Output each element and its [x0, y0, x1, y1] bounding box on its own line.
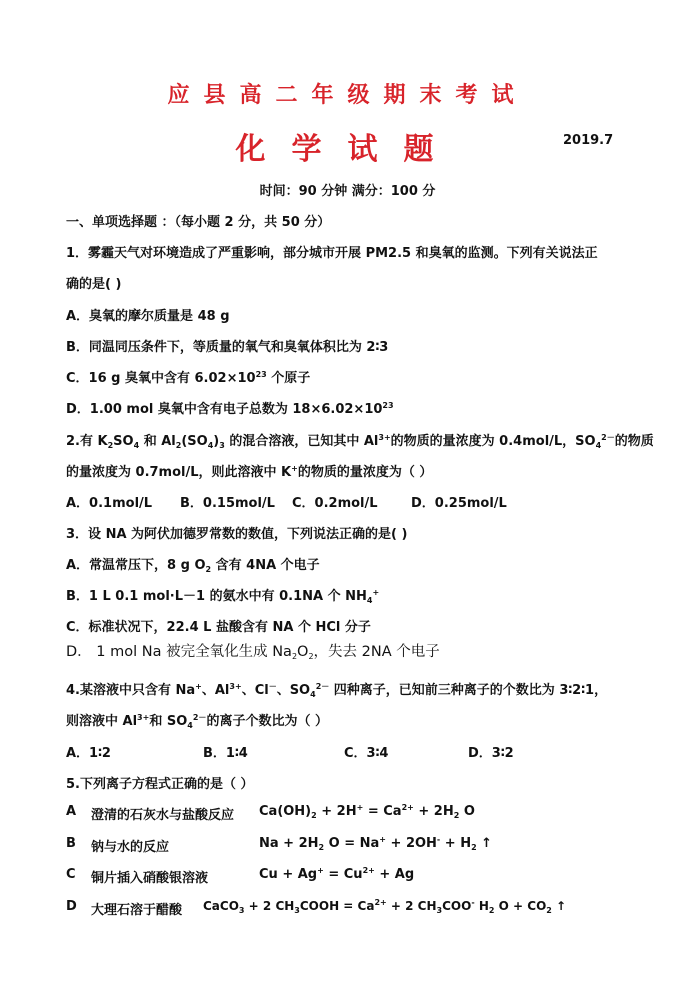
- q4-option-d: D．3∶2: [468, 746, 514, 761]
- q1-stem-line1: 1．雾霾天气对环境造成了严重影响，部分城市开展 PM2.5 和臭氧的监测。下列有关说法正: [66, 246, 598, 261]
- q5-option-a-equation: $Ca(OH)_2 + 2H^+ = Ca^{2+} + 2H_2$ O: [259, 803, 475, 820]
- q2-option-c: C．0.2mol/L: [292, 496, 378, 511]
- q2-option-a: A．0.1mol/L: [66, 496, 153, 511]
- q1-option-c: C．16 g 臭氧中含有 $6.02\times 10^{23}$ 个原子: [66, 370, 311, 386]
- q3-option-c: C．标准状况下，22.4 L 盐酸含有 NA 个 HCl 分子: [66, 620, 371, 635]
- q4-stem-line1: 4.某溶液中只含有 Na+、$Al^{3+}$、Cl－、$SO_4^{2-}$ 四种离子，已知前三种离子的个数比为 3∶2∶1，: [66, 682, 608, 699]
- q1-option-a: A．臭氧的摩尔质量是 48 g: [66, 309, 230, 324]
- q2-stem-line1: 2.有 $K_2SO_4$ 和 $Al_2(SO_4)_3$ 的混合溶液，已知其中 $Al^{3+}$的物质的量浓度为 0.4mol/L，$SO_4^{2-}$的物质: [66, 433, 654, 450]
- q4-stem-line2: 则溶液中 $Al^{3+}$和 $SO_4^{2-}$的离子个数比为（ ）: [66, 713, 328, 730]
- q5-option-b-label: B: [66, 836, 76, 851]
- q2-option-b: B．0.15mol/L: [180, 496, 275, 511]
- section-title: 一、单项选择题 ：（每小题 2 分，共 50 分）: [66, 215, 331, 230]
- q3-stem: 3．设 NA 为阿伏加德罗常数的数值，下列说法正确的是( ): [66, 527, 408, 542]
- q4-option-c: C．3∶4: [344, 746, 389, 761]
- exam-school-title: 应县高二年级期末考试: [167, 83, 528, 108]
- exam-date: 2019.7: [563, 133, 614, 148]
- q5-option-b-equation: $Na + 2H_2$ $O = Na^+ + 2OH^- + H_2$ ↑: [259, 835, 493, 852]
- q1-stem-line2: 确的是( ): [66, 277, 122, 292]
- q1-option-b: B．同温同压条件下，等质量的氧气和臭氧体积比为 2∶3: [66, 340, 389, 355]
- q5-option-b-text: 钠与水的反应: [91, 840, 170, 855]
- q2-option-d: D．0.25mol/L: [411, 496, 507, 511]
- q4-option-a: A．1∶2: [66, 746, 111, 761]
- q5-option-d-text: 大理石溶于醋酸: [91, 903, 183, 918]
- q1-option-d: D．1.00 mol 臭氧中含有电子总数为 $18\times 6.02\times 10^{23}$: [66, 401, 394, 417]
- q5-option-c-text: 铜片插入硝酸银溶液: [91, 871, 209, 886]
- q2-stem-line2: 的量浓度为 0.7mol/L，则此溶液中 K+的物质的量浓度为（ ）: [66, 464, 433, 480]
- q5-option-a-label: A: [66, 804, 77, 819]
- exam-time-score: 时间：90 分钟 满分：100 分: [259, 184, 436, 199]
- q5-option-c-label: C: [66, 867, 76, 882]
- q5-stem: 5.下列离子方程式正确的是（ ）: [66, 777, 254, 792]
- q5-option-d-equation: CaCO$_3$ + 2 $CH_3COOH = Ca^{2+} + 2$ $CH_3COO^-$ $H_2$ $O + CO_2$ ↑: [203, 898, 567, 915]
- q5-option-c-equation: $Cu + Ag^+ = Cu^{2+} + Ag$: [259, 866, 415, 882]
- q3-option-a: A．常温常压下，8 g $O_2$ 含有 4NA 个电子: [66, 558, 320, 574]
- q5-option-d-label: D: [66, 899, 77, 914]
- q3-option-b: B．1 L 0.1 mol·L－1 的氨水中有 0.1NA 个 $NH_4^+$: [66, 588, 380, 605]
- exam-subject-title: 化学试题: [235, 132, 460, 167]
- q4-option-b: B．1∶4: [203, 746, 248, 761]
- q5-option-a-text: 澄清的石灰水与盐酸反应: [91, 808, 235, 823]
- q3-option-d: D． 1 mol Na 被完全氧化生成 $Na_2O_2$，失去 2NA 个电子: [66, 644, 440, 661]
